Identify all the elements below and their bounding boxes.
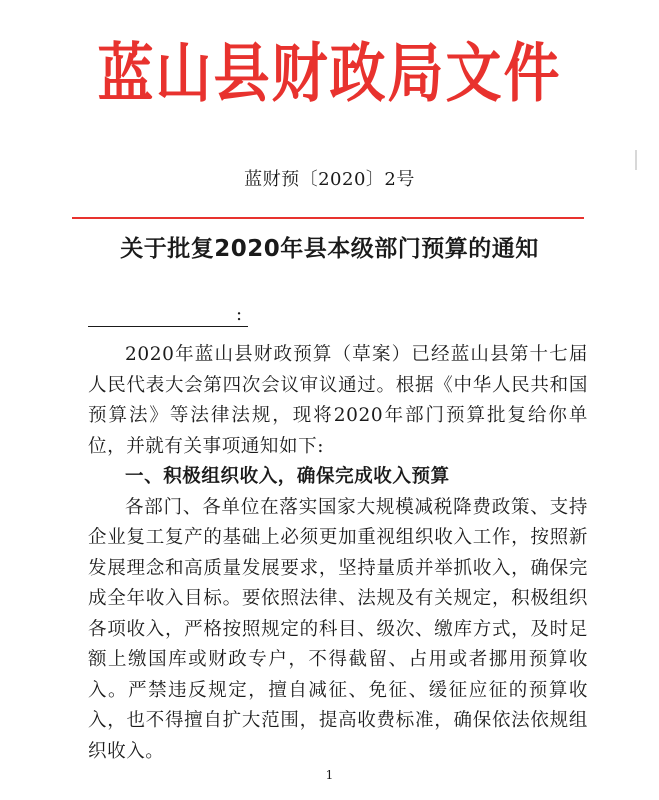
page-number: 1: [325, 768, 334, 782]
recipient-blank-line: [88, 308, 248, 327]
paragraph-intro: 2020年蓝山县财政预算（草案）已经蓝山县第十七届人民代表大会第四次会议审议通过。根据《中华人民共和国预算法》等法律法规，现将2020年部门预算批复给你单位，并就有关事项通知如下:: [88, 344, 588, 457]
issuer-header: 蓝山县财政局文件: [97, 35, 562, 112]
section-heading-1: 一、积极组织收入，确保完成收入预算: [125, 466, 450, 487]
paragraph-section-1: 各部门、各单位在落实国家大规模减税降费政策、支持企业复工复产的基础上必须更加重视组织收入工作，按照新发展理念和高质量发展要求，坚持量质并举抓收入，确保完成全年收入目标。要依照法律、法规及有关规定，积极组织各项收入，严格按照规定的科目、级次、缴库方式，及时足额上缴国库或财政专户，不得截留、占用或者挪用预算收入。严禁违反规定，擅自减征、免征、缓征应征的预算收入，也不得擅自扩大范围，提高收费标准，确保依法依规组织收入。: [88, 496, 588, 762]
document-subject: 关于批复2020年县本级部门预算的通知: [120, 236, 539, 262]
document-body: [88, 340, 588, 767]
red-divider-line: [72, 217, 584, 219]
document-number: 蓝财预〔2020〕2号: [244, 169, 415, 190]
recipient-colon: :: [236, 304, 243, 325]
scan-artifact: [635, 150, 637, 170]
